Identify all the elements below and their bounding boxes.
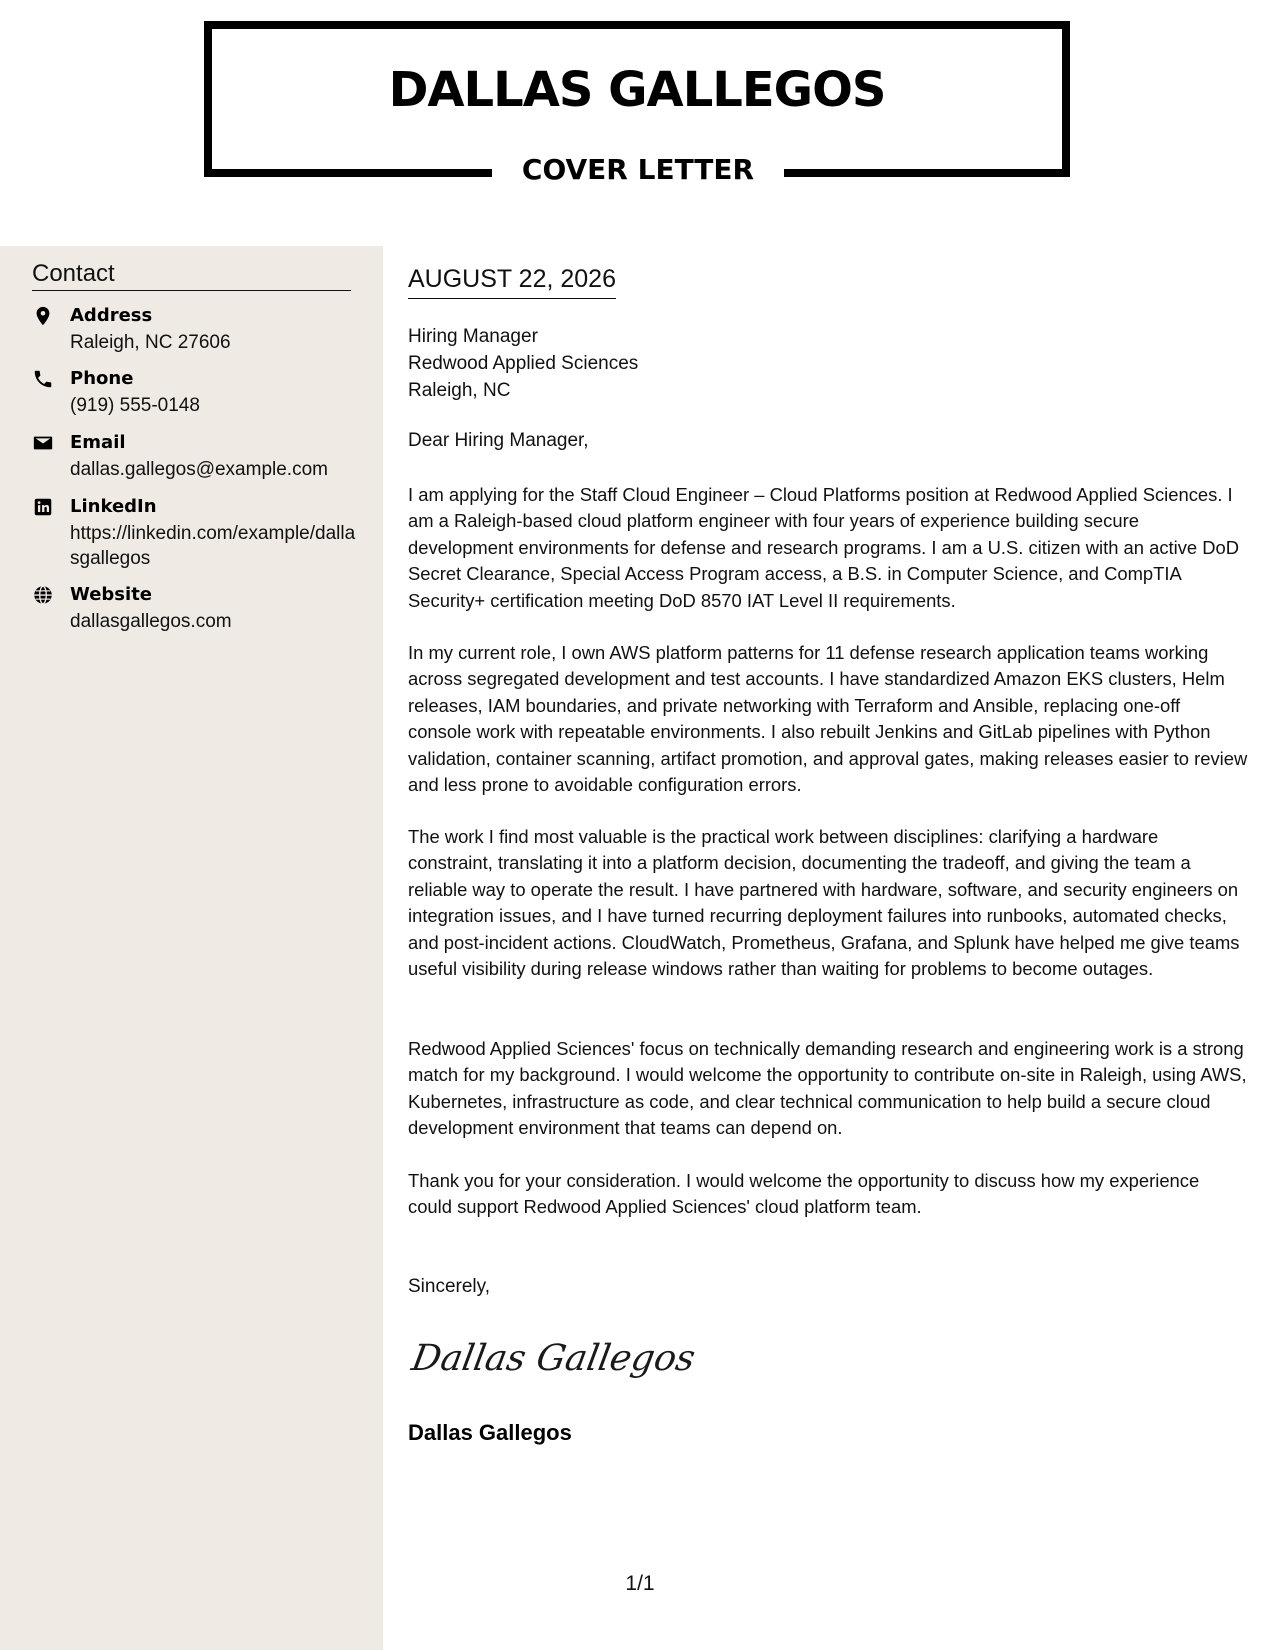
recipient-line: Redwood Applied Sciences xyxy=(408,353,639,374)
letter-date: AUGUST 22, 2026 xyxy=(408,265,616,299)
signer-name: Dallas Gallegos xyxy=(408,1420,572,1445)
body-paragraph: Thank you for your consideration. I would welcome the opportunity to discuss how my experience could support Redwood Applied Sciences' cloud platform team. xyxy=(408,1170,1200,1218)
page-number: 1/1 xyxy=(625,1572,655,1595)
contact-heading: Contact xyxy=(32,260,351,291)
handwritten-signature xyxy=(408,1326,699,1386)
recipient-line: Hiring Manager xyxy=(408,326,538,347)
email-value[interactable]: dallas.gallegos@example.com xyxy=(70,459,328,480)
globe-icon xyxy=(32,584,54,606)
phone-value: (919) 555-0148 xyxy=(70,395,200,416)
contact-label: Phone xyxy=(70,368,134,389)
envelope-icon xyxy=(32,432,54,454)
header-frame-bottom-left xyxy=(204,169,492,177)
website-value[interactable]: dallasgallegos.com xyxy=(70,611,232,632)
header-frame-bottom-right xyxy=(784,169,1070,177)
body-paragraph: Redwood Applied Sciences' focus on technically demanding research and engineering work is a strong match for my background. I would welcome the opportunity to contribute on-site in Raleigh, using AWS, Kubernetes, infrastructure as code, and clear technical communication to help build a secure cloud development environment that teams can depend on. xyxy=(408,1038,1247,1139)
recipient-line: Raleigh, NC xyxy=(408,380,511,401)
address-value: Raleigh, NC 27606 xyxy=(70,332,231,353)
body-paragraph: I am applying for the Staff Cloud Engineer – Cloud Platforms position at Redwood Applied Sciences. I am a Raleigh-based cloud platform engineer with four years of experience building secure development environments for defense and research programs. I am a U.S. citizen with an active DoD Secret Clearance, Special Access Program access, a B.S. in Computer Science, and CompTIA Security+ certification meeting DoD 8570 IAT Level II requirements. xyxy=(408,484,1240,611)
applicant-name-title: DALLAS GALLEGOS xyxy=(388,62,886,118)
closing: Sincerely, xyxy=(408,1276,491,1297)
linkedin-value[interactable]: https://linkedin.com/example/dallasgallegos xyxy=(70,523,356,569)
body-paragraph: The work I find most valuable is the practical work between disciplines: clarifying a hardware constraint, translating it into a platform decision, documenting the tradeoff, and giving the team a reliable way to operate the result. I have partnered with hardware, software, and security engineers on integration issues, and I have turned recurring deployment failures into runbooks, automated checks, and post-incident actions. CloudWatch, Prometheus, Grafana, and Splunk have helped me give teams useful visibility during release windows rather than waiting for problems to become outages. xyxy=(408,826,1240,980)
signature-script: Dallas Gallegos xyxy=(408,1336,699,1379)
salutation: Dear Hiring Manager, xyxy=(408,430,589,451)
contact-label: Address xyxy=(70,305,153,326)
phone-icon xyxy=(32,368,54,390)
linkedin-icon xyxy=(32,496,54,518)
contact-label: Website xyxy=(70,584,153,605)
contact-label: Email xyxy=(70,432,126,453)
body-paragraph: In my current role, I own AWS platform patterns for 11 defense research application teams working across segregated development and test accounts. I have standardized Amazon EKS clusters, Helm releases, IAM boundaries, and private networking with Terraform and Ansible, replacing one-off console work with repeatable environments. I also rebuilt Jenkins and GitLab pipelines with Python validation, container scanning, artifact promotion, and approval gates, making releases easier to review and less prone to avoidable configuration errors. xyxy=(408,642,1248,796)
contact-label: LinkedIn xyxy=(70,496,157,517)
location-pin-icon xyxy=(32,305,54,327)
recipient-block xyxy=(408,323,638,404)
document-type-title: COVER LETTER xyxy=(521,153,755,186)
